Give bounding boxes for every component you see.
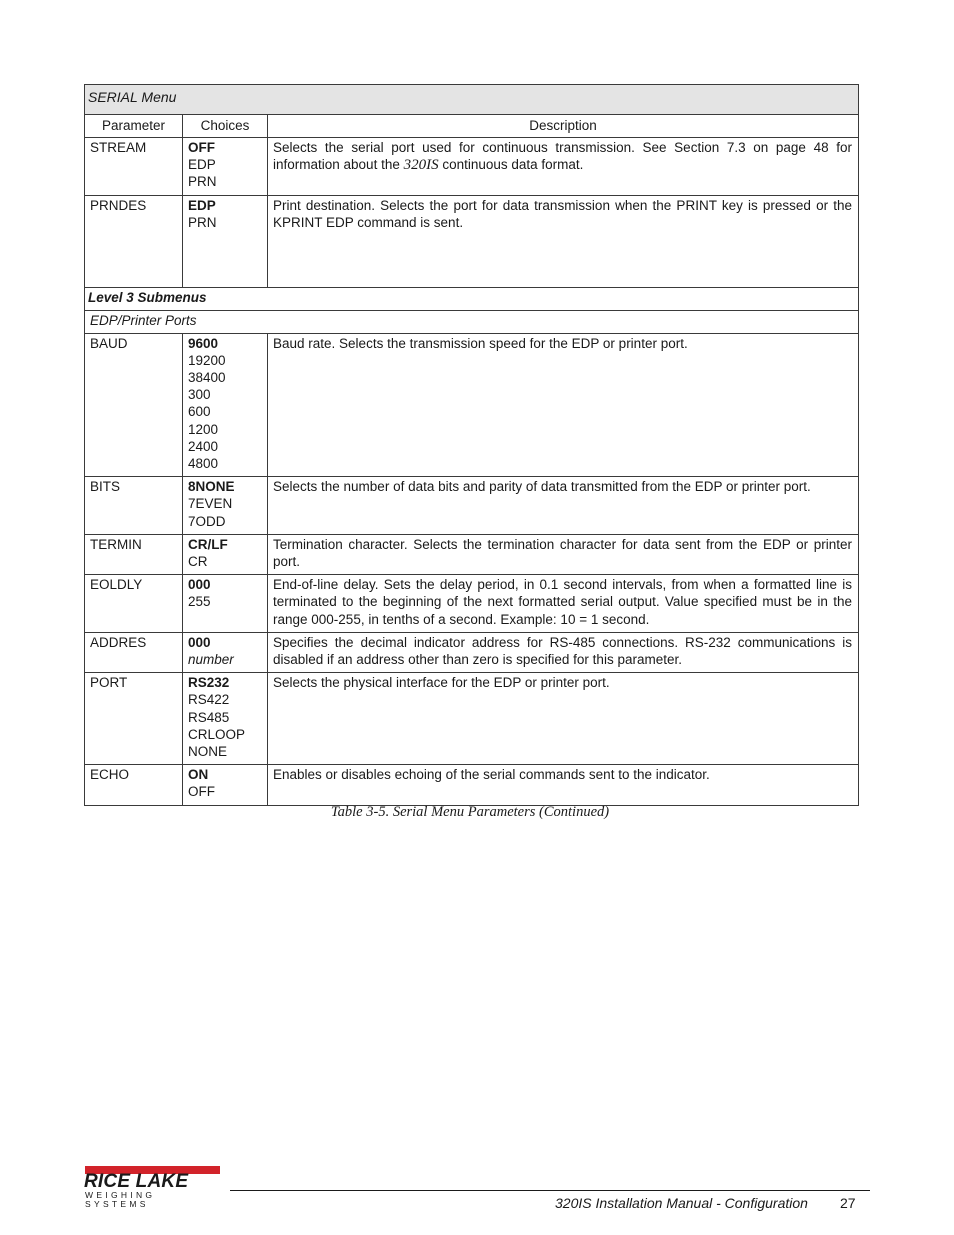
table-row	[85, 477, 859, 535]
choice-option: 1200	[188, 421, 219, 437]
description-cell: Baud rate. Selects the transmission speed for the EDP or printer port.	[268, 333, 859, 477]
table-row	[85, 195, 859, 287]
choice-option: 19200	[188, 352, 226, 368]
table-row	[85, 632, 859, 672]
description-cell	[268, 138, 859, 196]
choices-cell	[183, 632, 268, 672]
choice-option: EDP	[188, 157, 216, 173]
parameter-cell: STREAM	[85, 138, 183, 196]
level3-heading: Level 3 Submenus	[85, 287, 859, 310]
choices-cell	[183, 534, 268, 574]
choice-option: RS422	[188, 692, 230, 708]
serial-menu-table	[84, 84, 859, 806]
choice-option: NONE	[188, 744, 228, 760]
default-choice: 000	[188, 634, 211, 650]
parameter-cell: ADDRES	[85, 632, 183, 672]
logo-tagline: WEIGHING SYSTEMS	[85, 1190, 156, 1209]
table-caption: Table 3-5. Serial Menu Parameters (Continued)	[330, 804, 610, 820]
table-row	[85, 333, 859, 477]
description-cell: Selects the number of data bits and parity of data transmitted from the EDP or printer port.	[268, 477, 859, 535]
choice-option: 7ODD	[188, 513, 226, 529]
default-choice: 9600	[188, 335, 219, 351]
header-description: Description	[268, 115, 859, 138]
choice-option: 7EVEN	[188, 496, 233, 512]
description-text: continuous data format.	[438, 157, 584, 173]
table-row	[85, 138, 859, 196]
table-row	[85, 534, 859, 574]
default-choice: OFF	[188, 140, 215, 155]
logo-wordmark: RICE LAKE	[84, 1171, 189, 1192]
choices-cell	[183, 575, 268, 633]
description-cell: Specifies the decimal indicator address for RS-485 connections. RS-232 communications is disabled if an address other than zero is specified for this parameter.	[268, 632, 859, 672]
choice-option: 600	[188, 404, 211, 420]
choice-option: RS485	[188, 709, 230, 725]
choice-option: CRLOOP	[188, 726, 246, 742]
table-row	[85, 765, 859, 805]
table-header-row	[85, 115, 859, 138]
description-cell: Enables or disables echoing of the serial commands sent to the indicator.	[268, 765, 859, 805]
default-choice: CR/LF	[188, 536, 228, 552]
choices-cell	[183, 765, 268, 805]
choice-option: CR	[188, 554, 208, 570]
description-cell: End-of-line delay. Sets the delay period, in 0.1 second intervals, from when a formatted line is terminated to the beginning of the next formatted serial output. Value specified must be in the range 000-255, in tenths of a second. Example: 10 = 1 second.	[268, 575, 859, 633]
choices-cell	[183, 195, 268, 287]
footer-doc-title: 320IS Installation Manual - Configuration	[555, 1195, 808, 1211]
choice-option: 2400	[188, 438, 219, 454]
header-choices: Choices	[183, 115, 268, 138]
choice-option: PRN	[188, 174, 217, 190]
table-title: SERIAL Menu	[85, 85, 859, 115]
choice-option: PRN	[188, 214, 217, 230]
default-choice: 000	[188, 577, 211, 593]
parameter-cell: EOLDLY	[85, 575, 183, 633]
header-parameter: Parameter	[85, 115, 183, 138]
rice-lake-logo	[84, 1164, 224, 1209]
section-heading: EDP/Printer Ports	[85, 310, 859, 333]
choice-option: 255	[188, 594, 211, 610]
description-cell: Selects the physical interface for the EDP or printer port.	[268, 673, 859, 765]
description-cell: Termination character. Selects the termination character for data sent from the EDP or printer port.	[268, 534, 859, 574]
page-number: 27	[840, 1195, 856, 1211]
parameter-cell: PORT	[85, 673, 183, 765]
description-text: Selects the serial port used for continuous transmission. See Section 7.3 on page 48 for information about the	[273, 140, 852, 173]
default-choice: ON	[188, 767, 209, 783]
parameter-cell: BITS	[85, 477, 183, 535]
product-name: 320IS	[403, 157, 439, 174]
default-choice: EDP	[188, 197, 216, 213]
choices-cell	[183, 138, 268, 196]
description-cell: Print destination. Selects the port for data transmission when the PRINT key is pressed or the KPRINT EDP command is sent.	[268, 195, 859, 287]
choice-option: 38400	[188, 370, 226, 386]
default-choice: RS232	[188, 675, 230, 691]
choices-cell	[183, 477, 268, 535]
choice-option: 4800	[188, 456, 219, 472]
parameter-cell: TERMIN	[85, 534, 183, 574]
choice-option: 300	[188, 387, 211, 403]
default-choice: 8NONE	[188, 479, 235, 495]
choice-option: number	[188, 652, 234, 668]
choices-cell	[183, 333, 268, 477]
parameter-cell: PRNDES	[85, 195, 183, 287]
parameter-cell: ECHO	[85, 765, 183, 805]
table-row	[85, 575, 859, 633]
choices-cell	[183, 673, 268, 765]
choice-option: OFF	[188, 784, 215, 800]
footer-divider	[230, 1190, 870, 1191]
parameter-cell: BAUD	[85, 333, 183, 477]
table-row	[85, 673, 859, 765]
